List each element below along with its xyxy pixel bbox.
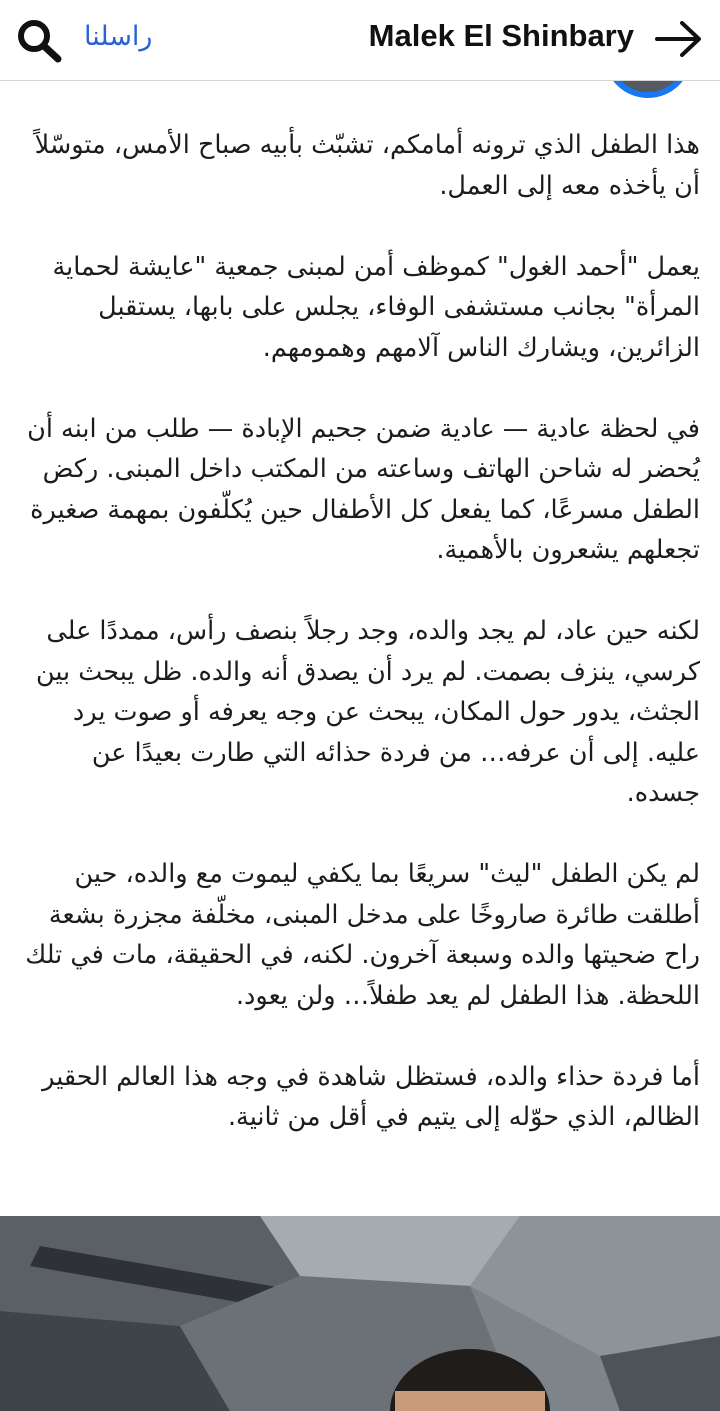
- post-paragraph: في لحظة عادية — عادية ضمن جحيم الإبادة — طلب من ابنه أن يُحضر له شاحن الهاتف وساعته من المكتب داخل المبنى. ركض الطفل مسرعًا، كما يفعل كل الأطفال حين يُكلّفون بمهمة صغيرة تجعلهم يشعرون بالأهمية.: [27, 413, 700, 565]
- top-bar: [0, 0, 720, 81]
- post-photo-image: [0, 1216, 720, 1411]
- post-paragraph: لم يكن الطفل "ليث" سريعًا بما يكفي ليموت مع والده، حين أطلقت طائرة صاروخًا على مدخل المبنى، مخلّفة مجزرة بشعة راح ضحيتها والده وسبعة آخرون. لكنه، في الحقيقة، مات في تلك اللحظة. هذا الطفل لم يعد طفلاً… ولن يعود.: [25, 859, 700, 1011]
- post-paragraph: أما فردة حذاء والده، فستظل شاهدة في وجه هذا العالم الحقير الظالم، الذي حوّله إلى يتيم في أقل من ثانية.: [42, 1061, 700, 1132]
- search-icon: [14, 16, 64, 64]
- back-button[interactable]: [654, 18, 704, 60]
- post-paragraph: يعمل "أحمد الغول" كموظف أمن لمبنى جمعية "عايشة لحماية المرأة" بجانب مستشفى الوفاء، يجلس على بابها، يستقبل الزائرين، ويشارك الناس آلامهم وهمومهم.: [52, 251, 700, 363]
- contact-link[interactable]: راسلنا: [84, 21, 153, 52]
- search-button[interactable]: [14, 16, 64, 64]
- post-paragraph: لكنه حين عاد، لم يجد والده، وجد رجلاً بنصف رأس، ممددًا على كرسي، ينزف بصمت. لم يرد أن يصدق أنه والده. ظل يبحث بين الجثث، يدور حول المكان، يبحث عن وجه يعرفه أو صوت يرد عليه. إلى أن عرفه… من فردة حذائه التي طارت بعيدًا عن جسده.: [35, 616, 700, 808]
- post-body: [20, 125, 700, 1138]
- page-title: Malek El Shinbary: [368, 18, 634, 53]
- post-paragraph: هذا الطفل الذي ترونه أمامكم، تشبّث بأبيه صباح الأمس، متوسّلاً أن يأخذه معه إلى العمل.: [34, 130, 700, 201]
- post-photo[interactable]: [0, 1216, 720, 1411]
- arrow-right-icon: [654, 18, 704, 60]
